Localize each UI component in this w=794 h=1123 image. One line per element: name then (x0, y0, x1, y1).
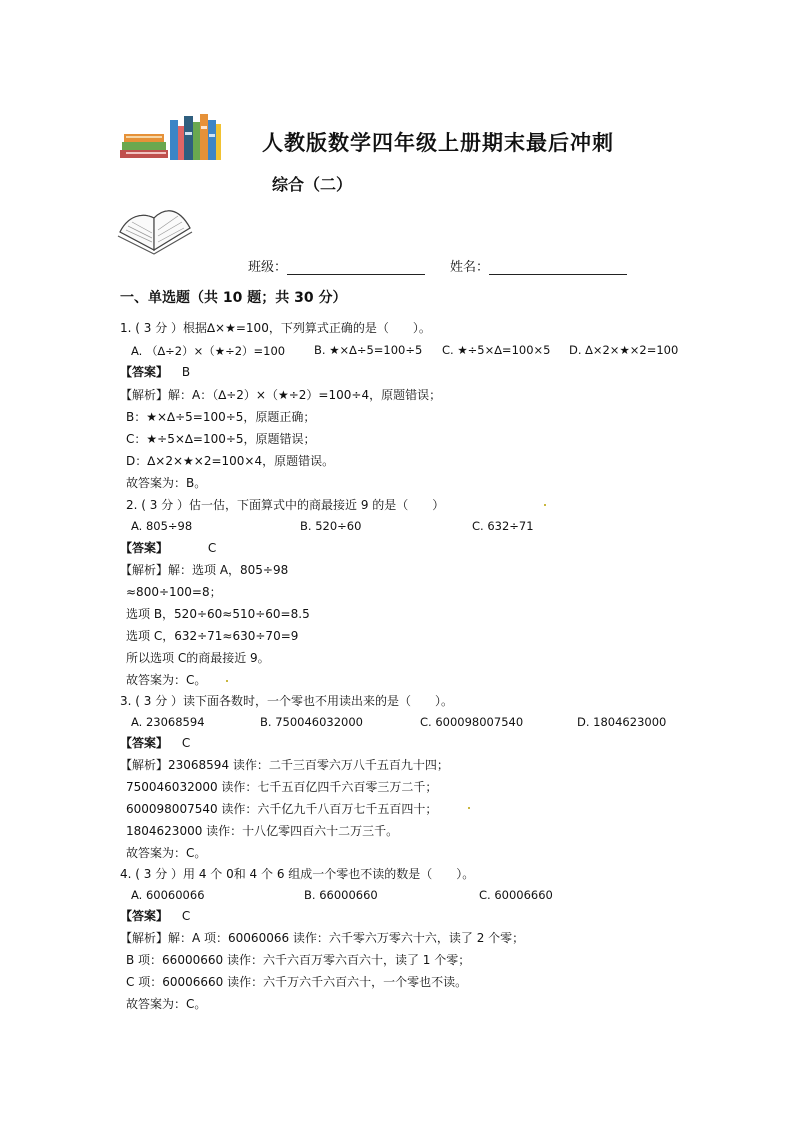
answer-label: 【答案】 (120, 909, 169, 923)
open-book-icon (114, 202, 196, 260)
analysis-line: 故答案为：B。 (126, 476, 207, 490)
name-label: 姓名： (450, 260, 490, 275)
option: A. （∆÷2）×（★÷2）=100 (131, 344, 286, 358)
document-title: 人教版数学四年级上册期末最后冲刺 (262, 130, 614, 155)
class-field (248, 256, 425, 275)
stray-mark (226, 680, 228, 682)
question-stem: 3. ( 3 分 ）读下面各数时，一个零也不用读出来的是（ ）。 (120, 694, 454, 708)
name-blank (489, 260, 627, 275)
analysis-line: 选项 C，632÷71≈630÷70=9 (126, 629, 299, 643)
analysis-line: 【解析】23068594 读作：二千三百零六万八千五百九十四； (120, 758, 449, 772)
option: D. 1804623000 (577, 715, 667, 729)
analysis-line: 故答案为：C。 (126, 846, 207, 860)
analysis-line: 【解析】解：A 项：60060066 读作：六千零六万零六十六，读了 2 个零； (120, 931, 525, 945)
option: A. 805÷98 (131, 519, 193, 533)
stray-mark (544, 504, 546, 506)
question-stem: 2. ( 3 分 ）估一估，下面算式中的商最接近 9 的是（ ） (126, 498, 445, 512)
stray-mark (468, 807, 470, 809)
question-stem: 4. ( 3 分 ）用 4 个 0和 4 个 6 组成一个零也不读的数是（ ）。 (120, 867, 475, 881)
analysis-line: 750046032000 读作：七千五百亿四千六百零三万二千； (126, 780, 438, 794)
analysis-line: 【解析】解：A：（∆÷2）×（★÷2）=100÷4，原题错误； (120, 388, 442, 402)
analysis-line: 故答案为：C。 (126, 673, 207, 687)
answer-line (120, 908, 190, 924)
answer-value: C (181, 909, 191, 923)
option: C. 60006660 (479, 888, 553, 902)
answer-line (120, 735, 190, 751)
option: B. 520÷60 (300, 519, 362, 533)
analysis-line: 600098007540 读作：六千亿九千八百万七千五百四十； (126, 802, 438, 816)
analysis-line: 故答案为：C。 (126, 997, 207, 1011)
document-subtitle: 综合（二） (272, 175, 353, 194)
answer-label: 【答案】 (120, 365, 169, 379)
answer-line (120, 540, 216, 556)
option: B. ★×∆÷5=100÷5 (314, 343, 423, 357)
class-label: 班级： (248, 260, 288, 275)
answer-label: 【答案】 (120, 736, 169, 750)
answer-line (120, 364, 190, 380)
analysis-line: 1804623000 读作：十八亿零四百六十二万三千。 (126, 824, 399, 838)
option: C. ★÷5×∆=100×5 (442, 343, 551, 357)
option: C. 600098007540 (420, 715, 524, 729)
analysis-line: 所以选项 C的商最接近 9。 (126, 651, 270, 665)
answer-value: C (181, 736, 191, 750)
class-blank (287, 260, 425, 275)
analysis-line: ≈800÷100=8； (126, 585, 222, 599)
option: B. 750046032000 (260, 715, 364, 729)
analysis-line: 选项 B，520÷60≈510÷60=8.5 (126, 607, 310, 621)
analysis-line: B 项：66000660 读作：六千六百万零六百六十，读了 1 个零； (126, 953, 471, 967)
option: A. 60060066 (131, 888, 205, 902)
answer-value: B (181, 365, 191, 379)
option: D. ∆×2×★×2=100 (569, 343, 679, 357)
analysis-line: D：∆×2×★×2=100×4，原题错误。 (126, 454, 335, 468)
analysis-line: C：★÷5×∆=100÷5，原题错误； (126, 432, 316, 446)
books-illustration (120, 112, 222, 162)
option: A. 23068594 (131, 715, 205, 729)
section-heading: 一、单选题（共 10 题；共 30 分） (120, 290, 347, 306)
analysis-line: 【解析】解：选项 A，805÷98 (120, 563, 289, 577)
option: B. 66000660 (304, 888, 378, 902)
answer-label: 【答案】 (120, 541, 169, 555)
option: C. 632÷71 (472, 519, 534, 533)
question-stem: 1. ( 3 分 ）根据∆×★=100，下列算式正确的是（ ）。 (120, 321, 431, 335)
name-field (450, 256, 627, 275)
analysis-line: B：★×∆÷5=100÷5，原题正确； (126, 410, 316, 424)
analysis-line: C 项：60006660 读作：六千万六千六百六十，一个零也不读。 (126, 975, 468, 989)
answer-value: C (207, 541, 217, 555)
